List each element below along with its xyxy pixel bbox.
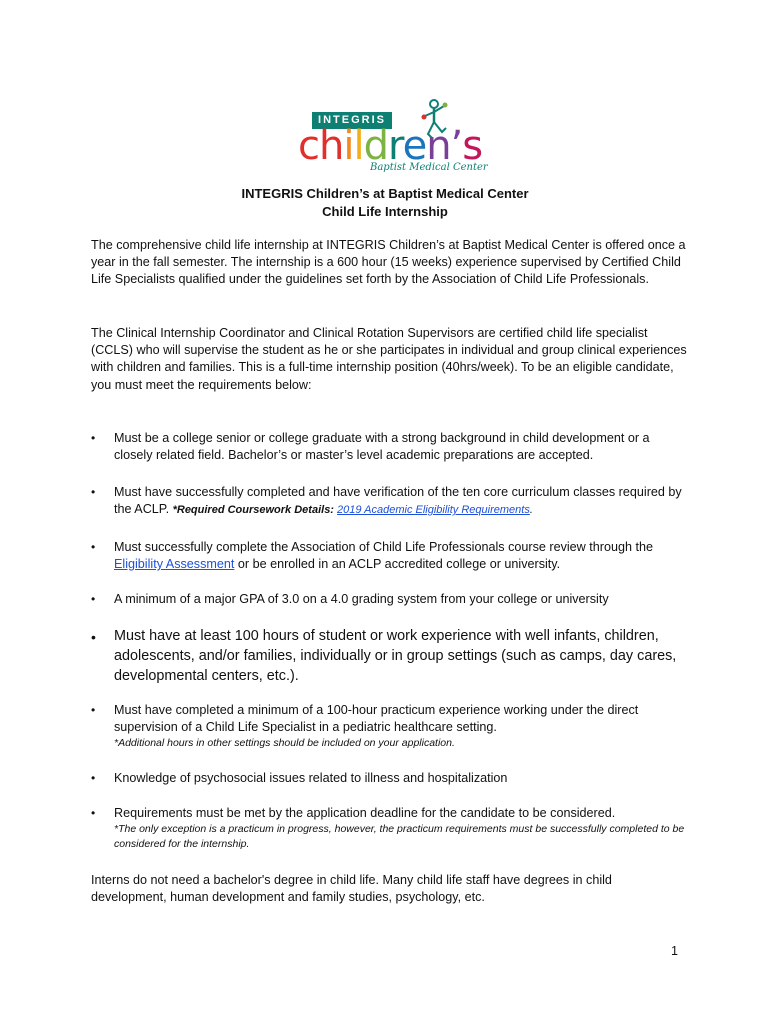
- requirement-text: Must have at least 100 hours of student or work experience with well infants, children, adolescents, and/or families, individually or in group settings (such as camps, day cares, developmental centers, etc.).: [114, 628, 677, 684]
- eligibility-assessment-link[interactable]: Eligibility Assessment: [114, 557, 235, 572]
- logo-integris-bar: INTEGRIS: [312, 112, 392, 129]
- requirement-text-end: or be enrolled in an ACLP accredited college or university.: [234, 557, 561, 572]
- page-title: INTEGRIS Children’s at Baptist Medical Center: [241, 186, 529, 201]
- logo-letter: c: [298, 123, 319, 169]
- requirement-text: [114, 484, 686, 519]
- logo-letter: e: [402, 123, 427, 169]
- requirement-text-main: Must have completed a minimum of a 100-hour practicum experience working under the direct supervision of a Child Life Specialist in a pediatric healthcare setting.: [114, 703, 639, 735]
- bullet-icon: •: [91, 703, 96, 717]
- logo-letter: l: [353, 123, 364, 169]
- integris-childrens-logo: [298, 98, 488, 180]
- bullet-icon: •: [91, 629, 96, 645]
- page-subtitle: Child Life Internship: [322, 204, 448, 219]
- bullet-icon: •: [91, 771, 96, 785]
- requirement-text: A minimum of a major GPA of 3.0 on a 4.0 grading system from your college or university: [114, 592, 609, 606]
- requirement-note: *The only exception is a practicum in progress, however, the practicum requirements must be successfully completed to be considered for the internship.: [114, 823, 685, 851]
- logo-subtitle: Baptist Medical Center: [370, 162, 488, 173]
- requirement-text: Knowledge of psychosocial issues related to illness and hospitalization: [114, 771, 508, 785]
- logo-letter: d: [363, 123, 388, 169]
- bullet-icon: •: [91, 485, 96, 499]
- bullet-icon: •: [91, 806, 96, 820]
- period: .: [529, 504, 533, 517]
- logo-letter: h: [319, 123, 344, 169]
- bullet-icon: •: [91, 592, 96, 606]
- requirement-text: [114, 702, 686, 751]
- logo-letter: s: [462, 123, 483, 169]
- bullet-icon: •: [91, 431, 96, 445]
- bullet-icon: •: [91, 540, 96, 554]
- logo-letter: n: [426, 123, 451, 169]
- requirement-text-main: Must successfully complete the Association of Child Life Professionals course review through the: [114, 540, 653, 554]
- requirement-text: [114, 805, 686, 852]
- page-number: 1: [671, 944, 679, 958]
- requirement-text-main: Requirements must be met by the application deadline for the candidate to be considered.: [114, 806, 616, 820]
- intro-paragraph-2: The Clinical Internship Coordinator and Clinical Rotation Supervisors are certified child life specialist (CCLS) who will supervise the student as he or she participates in individual and group clinical experiences with children and families. This is a full-time internship position (40hrs/week). To be an eligible candidate, you must meet the requirements below:: [91, 326, 687, 392]
- coursework-details-label: *Required Coursework Details:: [172, 504, 338, 517]
- logo-letter: r: [388, 123, 403, 169]
- requirement-note: *Additional hours in other settings should be included on your application.: [114, 737, 455, 750]
- intro-paragraph-1: The comprehensive child life internship at INTEGRIS Children’s at Baptist Medical Center is offered once a year in the fall semester. The internship is a 600 hour (15 weeks) experience supervised by Certified Child Life Specialists qualified under the guidelines set forth by the Association of Child Life Professionals.: [91, 238, 686, 287]
- requirement-text: [114, 539, 686, 573]
- logo-letter: ’: [450, 123, 463, 169]
- closing-paragraph: Interns do not need a bachelor's degree in child life. Many child life staff have degrees in child development, human development and family studies, psychology, etc.: [91, 873, 612, 905]
- academic-eligibility-link[interactable]: 2019 Academic Eligibility Requirements: [337, 504, 530, 517]
- requirement-text: Must be a college senior or college graduate with a strong background in child development or a closely related field. Bachelor’s or master’s level academic preparations are accepted.: [114, 431, 650, 463]
- logo-letter: i: [343, 123, 354, 169]
- requirement-text-main: Must have successfully completed and have verification of the ten core curriculum classes required by the ACLP.: [114, 485, 682, 517]
